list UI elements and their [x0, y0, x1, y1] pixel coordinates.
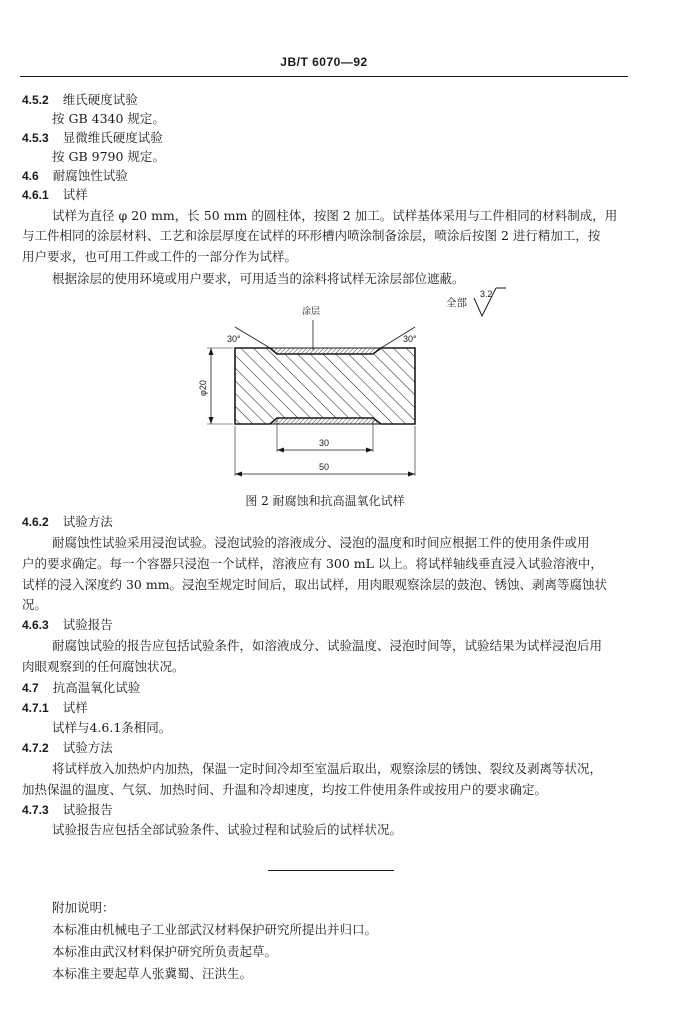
notes-title: 附加说明： — [52, 900, 115, 915]
notes-line: 本标准主要起草人张冀蜀、汪洪生。 — [52, 966, 253, 981]
figure-caption: 图 2 耐腐蚀和抗高温氧化试样 — [245, 494, 405, 508]
paragraph-line: 试样的浸入深度约 30 mm。浸泡至规定时间后，取出试样，用肉眼观察涂层的鼓泡、锈蚀、剥离等腐蚀状 — [22, 577, 608, 592]
paragraph-line: 根据涂层的使用环境或用户要求，可用适当的涂料将试样无涂层部位遮蔽。 — [52, 271, 465, 286]
paragraph-line: 户的要求确定。每一个容器只浸泡一个试样，溶液应有 300 mL 以上。将试样轴线垂直浸入试验溶液中， — [22, 556, 603, 571]
section-title: 试验方法 — [62, 514, 113, 529]
outer-dimension: 50 — [319, 462, 330, 472]
section-number: 4.6 — [22, 169, 39, 183]
section-4-5-2-heading — [22, 92, 138, 108]
inner-dimension: 30 — [319, 438, 330, 448]
section-4-7-heading — [22, 680, 140, 696]
section-4-7-2-heading — [22, 740, 113, 756]
header-rule — [20, 76, 628, 77]
section-4-5-3-heading — [22, 130, 163, 146]
section-number: 4.7 — [22, 681, 39, 695]
figure-2 — [195, 290, 515, 490]
angle-left: 30° — [227, 334, 241, 344]
paragraph-line: 耐腐蚀性试验采用浸泡试验。浸泡试验的溶液成分、浸泡的温度和时间应根据工件的使用条件或用 — [52, 535, 590, 550]
section-4-6-heading — [22, 168, 128, 184]
specimen-drawing — [195, 290, 515, 490]
section-number: 4.6.2 — [22, 515, 49, 529]
section-4-6-2-heading — [22, 514, 113, 530]
section-4-6-1-heading — [22, 187, 88, 203]
section-number: 4.6.3 — [22, 618, 49, 632]
section-number: 4.6.1 — [22, 188, 49, 202]
section-number: 4.5.3 — [22, 131, 49, 145]
section-title: 试验方法 — [62, 740, 113, 755]
paragraph: 按 GB 4340 规定。 — [52, 111, 165, 126]
paragraph: 按 GB 9790 规定。 — [52, 149, 165, 164]
paragraph-line: 将试样放入加热炉内加热，保温一定时间冷却至室温后取出，观察涂层的锈蚀、裂纹及剥离等状况， — [52, 761, 603, 776]
coating-label: 涂层 — [302, 307, 321, 317]
notes-line: 本标准由武汉材料保护研究所负责起草。 — [52, 944, 278, 959]
section-title: 试验报告 — [62, 617, 113, 632]
roughness-value: 3.2 — [480, 289, 493, 299]
paragraph-line: 与工件相同的涂层材料、工艺和涂层厚度在试样的环形槽内喷涂制备涂层，喷涂后按图 2 进行精加工，按 — [22, 228, 601, 243]
section-title: 抗高温氧化试验 — [52, 680, 141, 695]
section-number: 4.7.1 — [22, 701, 49, 715]
specimen-body — [235, 348, 415, 424]
paragraph: 试样与4.6.1条相同。 — [52, 720, 172, 735]
section-title: 试验报告 — [62, 802, 113, 817]
section-title: 试样 — [62, 700, 88, 715]
paragraph-line: 况。 — [22, 597, 48, 612]
roughness-prefix: 全部 — [446, 297, 467, 309]
paragraph: 试验报告应包括全部试验条件、试验过程和试验后的试样状况。 — [52, 822, 403, 837]
section-4-6-3-heading — [22, 617, 113, 633]
end-rule — [268, 870, 394, 871]
paragraph-line: 加热保温的温度、气氛、加热时间、升温和冷却速度，均按工件使用条件或按用户的要求确定。 — [22, 782, 548, 797]
paragraph-line: 肉眼观察到的任何腐蚀状况。 — [22, 659, 185, 674]
section-title: 显微维氏硬度试验 — [62, 130, 163, 145]
notes-line: 本标准由机械电子工业部武汉材料保护研究所提出并归口。 — [52, 922, 378, 937]
paragraph-line: 用户要求，也可用工件或工件的一部分作为试样。 — [22, 249, 298, 264]
section-number: 4.5.2 — [22, 93, 49, 107]
section-title: 耐腐蚀性试验 — [52, 168, 128, 183]
section-4-7-1-heading — [22, 700, 88, 716]
section-number: 4.7.2 — [22, 741, 49, 755]
section-4-7-3-heading — [22, 802, 113, 818]
section-title: 试样 — [62, 187, 88, 202]
coating-bottom — [270, 418, 381, 424]
section-title: 维氏硬度试验 — [62, 92, 138, 107]
paragraph-line: 耐腐蚀试验的报告应包括试验条件，如溶液成分、试验温度、浸泡时间等，试验结果为试样浸泡后用 — [52, 638, 603, 653]
paragraph-line: 试样为直径 φ 20 mm，长 50 mm 的圆柱体，按图 2 加工。试样基体采用与工件相同的材料制成，用 — [52, 208, 618, 223]
angle-right: 30° — [403, 334, 417, 344]
standard-number: JB/T 6070—92 — [280, 55, 368, 69]
diameter-label: φ20 — [198, 380, 208, 396]
section-number: 4.7.3 — [22, 803, 49, 817]
coating-top — [270, 348, 381, 354]
